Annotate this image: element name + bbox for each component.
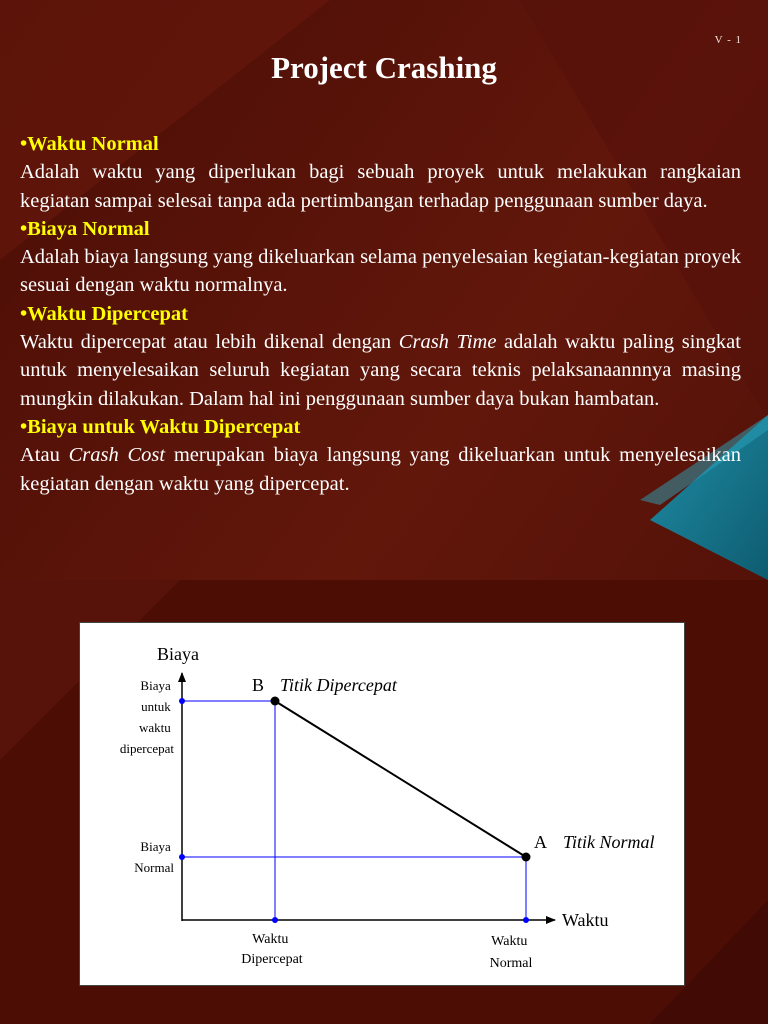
definition-waktu-dipercepat xyxy=(20,300,741,413)
body-text: Atau xyxy=(20,444,69,467)
cost-time-line xyxy=(275,701,526,857)
definition-heading: •Biaya Normal xyxy=(20,217,150,240)
x-axis-label: Waktu xyxy=(562,910,609,930)
crashing-diagram xyxy=(79,622,685,986)
tick-dot-crash-time xyxy=(272,917,278,923)
tick-dot-normal-cost xyxy=(179,854,185,860)
crash-time-term: Crash Time xyxy=(398,331,497,354)
point-a-label: Titik Normal xyxy=(563,832,655,852)
definition-biaya-dipercepat xyxy=(20,413,741,498)
definition-biaya-normal xyxy=(20,215,741,300)
diagram-canvas xyxy=(80,623,684,985)
definition-body xyxy=(20,328,741,413)
tick-dot-normal-time xyxy=(523,917,529,923)
definition-heading: •Waktu Dipercepat xyxy=(20,302,188,325)
definition-heading: •Waktu Normal xyxy=(20,133,159,155)
point-b-label: Titik Dipercepat xyxy=(280,675,397,695)
point-a-letter: A xyxy=(534,832,547,852)
definition-body: Adalah biaya langsung yang dikeluarkan selama penyelesaian kegiatan-kegiatan proyek sesuai dengan waktu normalnya. xyxy=(20,246,741,297)
x-tick-crash-time: Waktu Dipercepat xyxy=(241,932,303,967)
y-tick-crash-cost: Biaya untuk waktu dipercepat xyxy=(119,678,174,756)
x-tick-normal-time: Waktu Normal xyxy=(489,934,533,971)
crash-cost-term: Crash Cost xyxy=(68,444,166,467)
slide-title: Project Crashing xyxy=(271,50,497,85)
definition-body: Adalah waktu yang diperlukan bagi sebuah proyek untuk melakukan rangkaian kegiatan sampai selesai tanpa ada pertimbangan terhadap penggunaan sumber daya. xyxy=(20,161,741,212)
y-axis-label: Biaya xyxy=(157,644,199,664)
definition-waktu-normal xyxy=(20,130,741,215)
definitions-list xyxy=(20,130,741,498)
tick-dot-crash-cost xyxy=(179,698,185,704)
body-text: Waktu dipercepat atau lebih dikenal dengan xyxy=(20,331,399,354)
body-text: merupakan biaya langsung yang dikeluarkan untuk menyelesaikan kegiatan dengan waktu yang dipercepat. xyxy=(20,444,741,495)
body-text: adalah waktu paling singkat untuk menyelesaikan seluruh kegiatan yang secara teknis pelaksanaannnya masing mungkin dilakukan. Dalam hal ini penggunaan sumber daya bukan hambatan. xyxy=(20,331,741,410)
point-a xyxy=(522,853,531,862)
definition-heading: •Biaya untuk Waktu Dipercepat xyxy=(20,415,301,438)
point-b xyxy=(271,697,280,706)
y-tick-normal-cost: Biaya Normal xyxy=(134,839,174,875)
definition-body xyxy=(20,441,741,498)
point-b-letter: B xyxy=(252,675,265,695)
slide-number: V - 1 xyxy=(714,34,742,46)
